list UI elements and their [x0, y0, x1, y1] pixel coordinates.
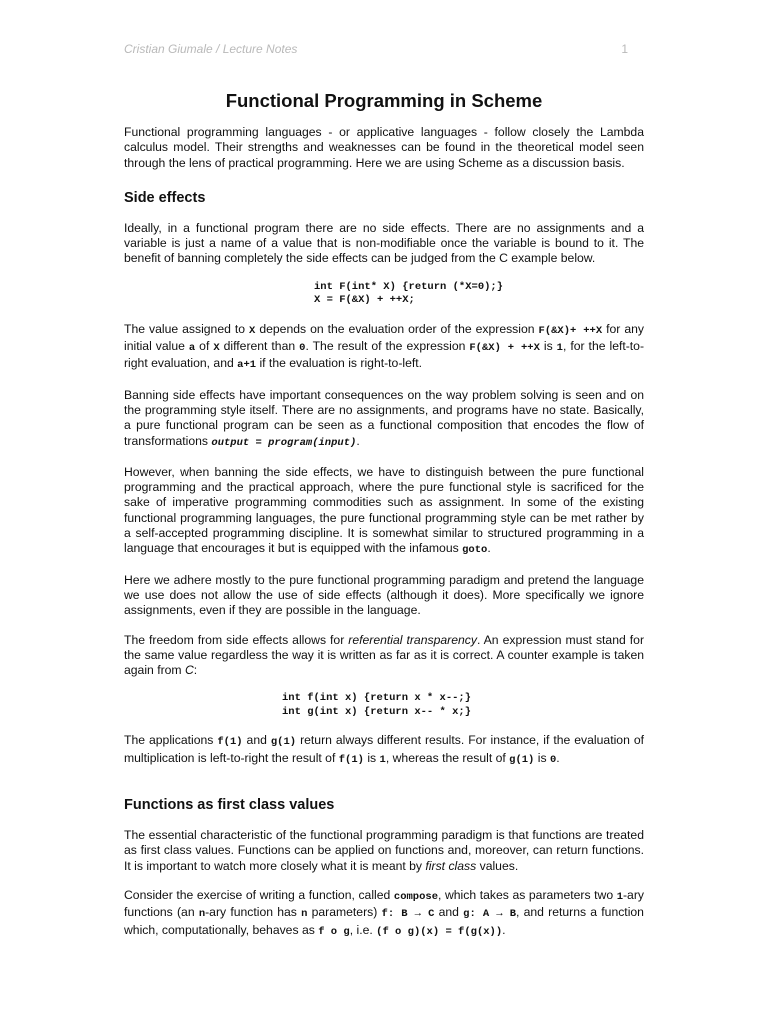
document-title: Functional Programming in Scheme	[225, 90, 543, 111]
page-header	[124, 42, 628, 57]
side-effects-paragraph-6: The freedom from side effects allows for referential transparency. An expression must stand for the same value regardless the way it is written as far as it is correct. A counter example is taken again from C:	[124, 632, 645, 678]
side-effects-paragraph-1: Ideally, in a functional program there are no side effects. There are no assignments and a variable is just a name of a value that is non-modifiable once the variable is bound to it. The benefit of banning completely the side effects can be judged from the C example below.	[124, 220, 644, 266]
page-number: 1	[621, 42, 628, 56]
intro-paragraph: Functional programming languages - or applicative languages - follow closely the Lambda calculus model. Their strengths and weaknesses can be found in the theoretical model seen through the lens of practical programming. Here we are using Scheme as a discussion basis.	[124, 125, 644, 170]
code-block-c-example	[124, 281, 644, 308]
code-line: int f(int x) {return x * x--;}	[282, 692, 472, 705]
code-line: X = F(&X) + ++X;	[314, 294, 415, 307]
code-line: int g(int x) {return x-- * x;}	[282, 705, 472, 718]
first-class-heading: Functions as first class values	[124, 797, 335, 814]
first-class-paragraph-2: Consider the exercise of writing a function, called compose, which takes as parameters two 1-ary functions (an n-ary function has n parameters) f: B → C and g: A → B, and returns a function which, computationally, behaves as f o g, i.e. (f o g)(x) = f(g(x)).	[124, 887, 644, 938]
code-line: int F(int* X) {return (*X=0);}	[314, 280, 504, 293]
side-effects-paragraph-4: However, when banning the side effects, we have to distinguish between the pure functional programming and the practical approach, where the pure functional style is sacrificed for the sake of imperative programming commodities such as assignment. In some of the existing functional programming languages, the pure functional programming style can be met rather by a self-accepted programming discipline. It is somewhat similar to structured programming in a language that encourages it but is equipped with the infamous goto.	[124, 464, 644, 557]
first-class-paragraph-1: The essential characteristic of the functional programming paradigm is that functions are treated as first class values. Functions can be applied on functions and, moreover, can return functions. It is important to watch more closely what it is meant by first class values.	[124, 828, 644, 873]
code-block-referential	[124, 692, 644, 719]
side-effects-paragraph-2: The value assigned to X depends on the evaluation order of the expression F(&X)+ ++X for any initial value a of X different than 0. The result of the expression F(&X) + ++X is 1, for the left-to-right evaluation, and a+1 if the evaluation is right-to-left.	[124, 321, 645, 372]
side-effects-paragraph-5: Here we adhere mostly to the pure functional programming paradigm and pretend the language we use does not allow the use of side effects (although it does). More specifically we ignore assignments, even if they are possible in the language.	[124, 572, 644, 618]
side-effects-paragraph-3: Banning side effects have important consequences on the way problem solving is seen and on the programming style itself. There are no assignments, and programs have no state. Basically, a pure functional program can be seen as a functional composition that encodes the flow of transformations output = program(input).	[124, 387, 644, 449]
document-body	[124, 90, 644, 954]
side-effects-paragraph-7: The applications f(1) and g(1) return always different results. For instance, if the evaluation of multiplication is left-to-right the result of f(1) is 1, whereas the result of g(1) is 0.	[124, 733, 644, 766]
header-author: Cristian Giumale / Lecture Notes	[124, 42, 298, 56]
side-effects-heading: Side effects	[124, 189, 206, 206]
